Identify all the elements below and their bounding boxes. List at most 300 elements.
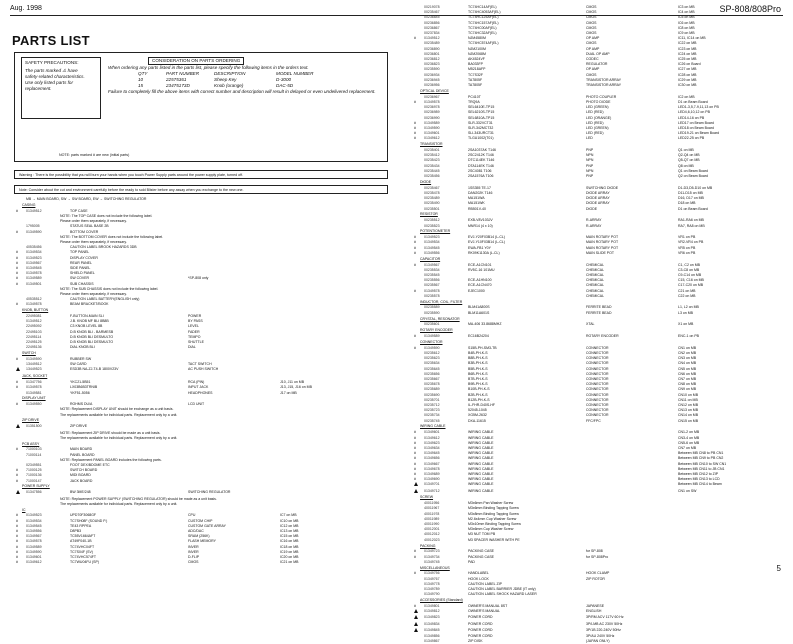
part-spec: DIODE [586, 206, 598, 211]
part-number: 00235489 [424, 41, 440, 46]
part-reference: IC24 on MB [678, 51, 697, 56]
section-heading: ZIP DRIVE [22, 418, 40, 423]
new-part-mark: # [414, 440, 416, 445]
part-description: SW CARD [70, 362, 87, 367]
parts-note: NOTE: The TOP CASE does not include the following label. [60, 213, 153, 218]
part-number: 01349645 [424, 451, 440, 456]
parts-row [414, 592, 784, 597]
part-number: 13449512 [26, 362, 42, 367]
part-spec [188, 230, 280, 235]
part-number: 00219078 [424, 5, 440, 9]
parts-row [414, 538, 784, 543]
page-model: SP-808/808Pro [719, 4, 781, 14]
parts-row [16, 302, 388, 307]
part-spec: REGULATOR [586, 62, 608, 67]
parts-note: Please order them separately, if necessary. [60, 219, 127, 224]
part-description: RB501V-40 [468, 206, 486, 211]
part-number: 01349523 [26, 255, 42, 260]
part-reference: CN14 on MB [678, 413, 699, 418]
part-reference: Q2-Q4 on MB [678, 153, 700, 158]
part-reference: J10, J11 on MB [280, 380, 305, 385]
part-reference: CN11 on MB [678, 397, 698, 402]
order-cell: D-3000 [276, 77, 292, 82]
part-description: M3x8mm Binding Tapping Screw [468, 511, 519, 516]
part-reference: IC26 on Board [678, 62, 701, 67]
part-reference: CN1 on SW [678, 488, 697, 493]
safety-warning-icon [16, 367, 26, 373]
part-reference: CN2 on MB [678, 350, 697, 355]
new-part-mark: # [16, 534, 18, 539]
part-number: 00235745 [424, 418, 440, 423]
parts-row [414, 251, 784, 256]
part-description: TC74HC125AF(EL) [468, 15, 499, 20]
part-number: 01349581 [26, 390, 42, 395]
part-spec: CMOS [586, 20, 597, 25]
part-number: 40011978 [424, 511, 440, 516]
new-part-mark: # [16, 402, 18, 407]
part-spec: CONNECTOR [586, 408, 609, 413]
part-description: M3 NUT TOM PB [468, 532, 496, 537]
part-reference: Between MB CN8 to PB CN1 [678, 451, 724, 456]
new-part-mark: # [16, 385, 18, 390]
part-description: JACK BOARD [70, 478, 93, 483]
part-number: 40011956 [424, 501, 440, 506]
new-part-mark [414, 639, 424, 644]
part-reference: LED1-3,5,7-9,11,13 on PB [678, 105, 719, 110]
part-description: D8PB3 [70, 529, 82, 534]
part-description: M2.6x4mm Cup Washer Screw [468, 516, 517, 521]
new-part-mark: # [414, 250, 416, 255]
part-number: 01349578 [424, 288, 440, 293]
part-reference: Between MB CN13 to LCD [678, 477, 720, 482]
part-reference [280, 402, 388, 407]
part-reference: L3 on MB [678, 310, 693, 315]
part-spec: LED (GREEN) [586, 125, 609, 130]
part-spec: HOOK CLAMP [586, 571, 610, 576]
part-spec: PNP [586, 163, 594, 168]
new-part-mark [414, 174, 424, 179]
part-description: ZIP DISK [468, 639, 483, 644]
order-cell: 23475173D [166, 83, 190, 88]
part-spec: PNP [586, 174, 594, 179]
part-spec: CMOS [586, 10, 597, 15]
part-description: PANEL BOARD [70, 452, 95, 457]
section-heading: OPTICAL DEVICE [420, 88, 449, 93]
order-cell: 10 [138, 77, 144, 82]
part-reference: IC6 on MB [678, 20, 695, 25]
part-number: 00235645 [424, 366, 440, 371]
parts-row [414, 311, 784, 316]
part-number: 01349545 [26, 523, 42, 528]
part-description: ZIP DRIVE [70, 424, 88, 429]
new-part-mark: # [16, 356, 18, 361]
part-description: TE43 RPPEA [70, 523, 92, 528]
part-reference: Between MB CN10 to SW CN1 [678, 461, 727, 466]
part-reference: IC2 on MB [678, 94, 695, 99]
part-description: POWER CORD [468, 634, 493, 639]
part-spec: SRAM (256K) [188, 534, 210, 539]
warning-box: Warning : There is the possibility that you will burn your hands when you touch Power Supply parts around the power supply plate, turned off. [14, 170, 388, 179]
part-reference: CN3 on MB [678, 356, 697, 361]
part-reference: J13, J15, J16 on MB [280, 385, 312, 390]
part-description: 2SA1037AK T146 [468, 148, 496, 153]
new-part-mark [414, 322, 424, 327]
page-date: Aug. 1998 [10, 5, 42, 12]
part-spec [586, 538, 678, 543]
part-description: J.B. KNOB MF BLI 8B8B [70, 319, 109, 324]
parts-row [414, 560, 784, 565]
part-number: 01349689 [424, 471, 440, 476]
new-part-mark [414, 294, 424, 299]
part-number: 01349534 [26, 518, 42, 523]
parts-note: NOTE: Replacement DISPLAY UNIT should be exchange as a unit basis. [60, 407, 174, 412]
part-number: 00235489 [424, 196, 440, 201]
part-spec: MAIN ROTARY POT [586, 245, 619, 250]
part-reference [280, 209, 388, 214]
part-spec: TACT SWITCH [188, 362, 212, 367]
new-part-mark: # [16, 478, 18, 483]
part-reference: VR5 on PB [678, 245, 696, 250]
part-number: 00235589 [424, 305, 440, 310]
order-col: MODEL NUMBER [276, 71, 314, 76]
part-spec: CONNECTOR [586, 356, 609, 361]
part-reference: D16, D17 on MB [678, 196, 704, 201]
part-number: 40011967 [424, 506, 440, 511]
part-number: 00236945 [424, 77, 440, 82]
part-number: 00235434 [424, 163, 440, 168]
part-number: 22495136 [26, 345, 42, 350]
part-spec: CMOS [188, 560, 199, 565]
part-spec: CONNECTOR [586, 403, 609, 407]
part-number: 00235578 [424, 293, 440, 298]
new-part-mark: # [16, 529, 18, 534]
new-part-mark: # [16, 255, 18, 260]
part-description: ECE-A1CN101 [468, 262, 492, 267]
part-number: 40535512 [26, 297, 42, 302]
section-heading: IC [22, 507, 26, 512]
new-part-mark: # [16, 271, 18, 276]
parts-note: NOTE: Replacement PANEL BOARD includes the following parts. [60, 457, 162, 462]
part-number: 01349512 [26, 208, 42, 213]
part-description: C3 KNOB LEVEL 8B [70, 324, 103, 329]
part-spec: HEADPHONES [188, 390, 213, 395]
part-number: 40011990 [424, 522, 440, 527]
part-reference: IC11, IC14 on MB [678, 36, 706, 41]
part-number: 01349823 [424, 615, 440, 620]
part-reference: IC28 on MB [678, 72, 697, 77]
part-spec: LED (ORANGE) [586, 115, 612, 120]
part-number: 40011989 [424, 516, 440, 521]
part-number: 00236856 [424, 20, 440, 25]
part-number: 01349512 [26, 319, 42, 324]
part-number: 01349590 [26, 229, 42, 234]
part-number: 01349590 [26, 356, 42, 361]
safety-warning-icon [414, 489, 424, 495]
part-spec: LED (RED) [586, 120, 604, 125]
part-description: SLR-332VCT31 [468, 120, 493, 125]
new-part-mark: # [414, 99, 416, 104]
part-description: 2SC2412K T146 [468, 153, 494, 158]
part-number: 01349834 [424, 621, 440, 626]
part-number: 01349589 [26, 544, 42, 549]
part-description: TC74HC4053AF(EL) [468, 10, 501, 15]
part-reference: Between MB CN14 to Beam [678, 482, 722, 487]
part-reference: CN1-2 on MB [678, 430, 700, 435]
part-spec: CONNECTOR [586, 361, 609, 366]
part-reference: D1-D3,D5-D10 on MB [678, 185, 713, 190]
part-reference: D18 on MB [678, 201, 696, 206]
part-reference: CN5-6 on MB [678, 440, 700, 445]
section-heading: WIRING CABLE [420, 424, 446, 429]
part-description: WIRING CABLE [468, 435, 494, 440]
section-heading: ROTARY ENCODER [420, 328, 453, 333]
part-description: RUBBER SW [70, 356, 92, 361]
part-spec [586, 560, 678, 565]
new-part-mark: # [16, 250, 18, 255]
part-description: F-BUTTON-MAIN SLI [70, 314, 104, 319]
part-spec: CMOS [586, 15, 597, 20]
part-number: 01349567 [424, 262, 440, 267]
part-description: WIRING CABLE [468, 461, 494, 466]
part-number: 01349567 [26, 260, 42, 265]
new-part-mark [16, 345, 26, 350]
part-spec: SWITCHING REGULATOR [188, 490, 231, 495]
parts-note: Please order them separately, if necessary. [60, 239, 127, 244]
part-spec: CHEMICAL [586, 288, 605, 293]
part-reference [280, 230, 388, 235]
part-number: 00235634 [424, 361, 440, 366]
part-description: TC7SH08F (SOUND P.) [70, 518, 108, 523]
part-description: SEL6810A-TP15 [468, 115, 495, 120]
part-number: 00236978 [424, 105, 440, 110]
part-description: B4B-PH-K-S [468, 350, 488, 355]
abbreviation-note: MB → MAIN BOARD, SW → SW BOARD, EW → SWITCHING REGULATOR [26, 197, 147, 201]
part-description: PAD [468, 559, 475, 564]
parts-row [414, 639, 784, 644]
part-spec: MAIN ROTARY POT [586, 240, 619, 245]
part-description: EJEC1000 [468, 288, 485, 293]
part-number: 01349589 [26, 276, 42, 281]
order-col: DESCRIPTION [214, 71, 246, 76]
parts-note: The replacements available for individual parts. Replacement only by a unit. [60, 435, 178, 440]
section-heading: KNOB, BUTTON [22, 308, 49, 313]
part-spec: *SP-808 only [188, 276, 209, 281]
parts-note: The replacements available for individual parts. Replacement only by a unit. [60, 501, 178, 506]
part-spec: LED [586, 136, 593, 141]
page-title: PARTS LIST [12, 33, 90, 48]
part-description: FOOT DEX/BDOME ETC [70, 463, 110, 468]
part-description: BLM41A800S [468, 305, 490, 310]
parts-row [16, 282, 388, 287]
part-number: 00236989 [424, 110, 440, 115]
part-reference: IC10 on MB [280, 518, 299, 523]
part-reference: IC9 on MB [678, 31, 695, 36]
part-description [468, 294, 586, 299]
part-reference: IC22 on MB [678, 41, 697, 46]
part-description: WIRING CABLE [468, 482, 494, 487]
section-heading: MISCELLANEOUS [420, 565, 450, 570]
parts-row [414, 322, 784, 327]
part-number: 01349778 [424, 581, 440, 586]
part-description: PC410T [468, 94, 481, 99]
parts-row [414, 207, 784, 212]
part-reference: C17-C20 on MB [678, 283, 704, 288]
part-reference: ENC-1 on PB [678, 334, 700, 339]
part-number: 00235723 [424, 408, 440, 413]
part-number: 71000103 [26, 447, 42, 452]
part-description: REAR PANEL [70, 260, 92, 265]
part-description: SEL6410E-TP15 [468, 105, 495, 110]
part-number: 01349767 [424, 576, 440, 581]
part-spec: CONNECTOR [586, 387, 609, 392]
section-heading: RESISTOR [420, 212, 438, 217]
part-reference: IC15 on MB [280, 534, 299, 539]
part-number: 71000147 [26, 478, 42, 483]
part-description: S15B-PH-SM3-TB [468, 345, 497, 350]
part-number: 01349701 [424, 482, 440, 487]
parts-row [414, 224, 784, 229]
part-description: MNR14 (4 x 10) [468, 223, 493, 228]
part-spec [188, 479, 280, 484]
new-part-mark: # [16, 513, 18, 518]
part-number: 01349867 [424, 639, 440, 644]
part-spec: JAPANESE [586, 604, 605, 608]
part-number: 00235478 [424, 191, 440, 195]
new-part-mark: # [414, 245, 416, 250]
part-reference: IC27 on MB [678, 67, 697, 72]
part-spec: CPU [188, 513, 196, 518]
part-reference: IC7 on MB [280, 513, 297, 518]
part-description: OWNER'S MANUAL 8ST [468, 604, 508, 608]
part-number: 00235678 [424, 382, 440, 387]
part-spec: CUSTOM GATE ARRAY [188, 523, 226, 528]
new-part-mark: # [414, 549, 416, 554]
part-description: M3x6mm Binding Tapping Screw [468, 506, 519, 511]
part-number: 00235612 [424, 350, 440, 355]
part-description: SLR-342MCT32 [468, 125, 494, 130]
part-number: 00235656 [424, 371, 440, 376]
part-description: POWER CORD [468, 615, 493, 620]
part-reference: Q8 on MB [678, 163, 694, 168]
part-reference: CN6 on MB [678, 371, 697, 376]
part-reference [280, 424, 388, 430]
part-number: 01349678 [424, 466, 440, 471]
part-spec: R-ARRAY [586, 218, 602, 223]
part-description: TC74HC157AF(EL) [468, 20, 499, 25]
part-number: 00235590 [424, 67, 440, 72]
part-number: 00237834 [424, 31, 440, 36]
part-reference: CN1 on MB [678, 345, 697, 350]
part-number: 01349501 [26, 281, 42, 286]
part-number: 00236956 [424, 83, 440, 88]
part-spec: CMOS [586, 31, 597, 36]
part-description: EWA-FB1 Y0Y [468, 245, 491, 250]
part-spec: PNP [586, 148, 594, 153]
new-part-mark: # [16, 560, 18, 565]
part-spec: LCD UNIT [188, 402, 205, 407]
part-number: 01347556 [26, 490, 42, 495]
part-description: POWER CORD [468, 621, 493, 626]
part-description: TRQ9A [468, 99, 480, 104]
part-spec: CONNECTOR [586, 376, 609, 381]
part-number: 01349601 [26, 555, 42, 560]
part-number: 02349551 [26, 463, 42, 468]
part-spec: CMOS [586, 25, 597, 30]
part-spec [188, 302, 280, 307]
new-part-mark: # [414, 262, 416, 267]
part-spec: CMOS [586, 5, 597, 9]
part-description: TC74VHC574FT [70, 555, 97, 560]
new-part-mark: # [16, 208, 18, 213]
parts-row [414, 174, 784, 179]
new-parts-note: NOTE: parts marked # are new (initial parts) [59, 153, 130, 157]
part-description: PACKING CASE [468, 554, 494, 559]
part-number: 01349512 [424, 36, 440, 41]
part-spec: CONNECTOR [586, 382, 609, 387]
new-part-mark: # [414, 120, 416, 125]
section-heading: CAPACITOR [420, 256, 441, 261]
part-number: 71000136 [26, 473, 42, 478]
part-description: DXA-11615 [468, 418, 486, 423]
part-reference: C15, C16 on MB [678, 278, 704, 283]
part-reference [678, 592, 784, 597]
section-heading: DISPLAY UNIT [22, 396, 46, 401]
new-part-mark: # [16, 523, 18, 528]
part-description: BOTTOM COVER [70, 229, 99, 234]
part-description: DIAL KNOB BLI [70, 345, 95, 350]
part-spec [188, 209, 280, 214]
consideration-intro: When ordering any parts listed in the parts list, please specify the following items in the orders text. [108, 65, 309, 70]
new-part-mark: # [414, 131, 416, 136]
safety-box [21, 57, 101, 119]
part-spec: CONNECTOR [586, 413, 609, 418]
part-description: CAUTION LABEL BROOK HAZARDS 3DB [70, 245, 137, 250]
part-number: 00236890 [424, 46, 440, 51]
new-part-mark [414, 560, 424, 565]
part-reference: Q2 on Beam Board [678, 174, 708, 179]
part-description: LX03B6B3TRNIB [70, 385, 98, 390]
part-spec [586, 592, 678, 597]
part-number: 00235667 [424, 376, 440, 381]
part-description: M3x10mm Binding Tapping Screw [468, 522, 521, 527]
part-description: STATUS SEAL BASE 2B [70, 224, 109, 229]
parts-row [414, 294, 784, 299]
precaution-frame [14, 52, 388, 162]
part-spec: LED (RED) [586, 110, 604, 115]
part-spec: LEVEL [188, 324, 199, 329]
part-reference: C21 on MB [678, 288, 696, 293]
part-spec: FADER [188, 329, 200, 334]
part-number: 00235523 [424, 223, 440, 228]
part-number: 22495103 [26, 329, 42, 334]
part-description: TC55V1664AFT [70, 534, 96, 539]
part-number: 00236845 [424, 15, 440, 20]
part-spec: CHEMICAL [586, 278, 605, 283]
safety-title: SAFETY PRECAUTIONS: [25, 60, 79, 65]
part-reference: C9-C14 on MB [678, 272, 702, 277]
part-reference: IC29 on MB [678, 77, 697, 82]
part-description: 2SA1576A T106 [468, 174, 494, 179]
part-spec: CHEMICAL [586, 293, 605, 298]
part-number: 00236812 [424, 57, 440, 62]
part-reference: VR1 on PB [678, 235, 696, 240]
new-part-mark [414, 83, 424, 88]
part-number: 01349667 [424, 461, 440, 466]
part-number: 40012001 [424, 527, 440, 532]
part-number: 00235412 [424, 153, 440, 158]
new-part-mark: # [16, 468, 18, 473]
general-note-box: Note: Consider about the cut and environment carefully before the ready to sold Blister before any assay when you exchange to the new one. [14, 185, 388, 194]
